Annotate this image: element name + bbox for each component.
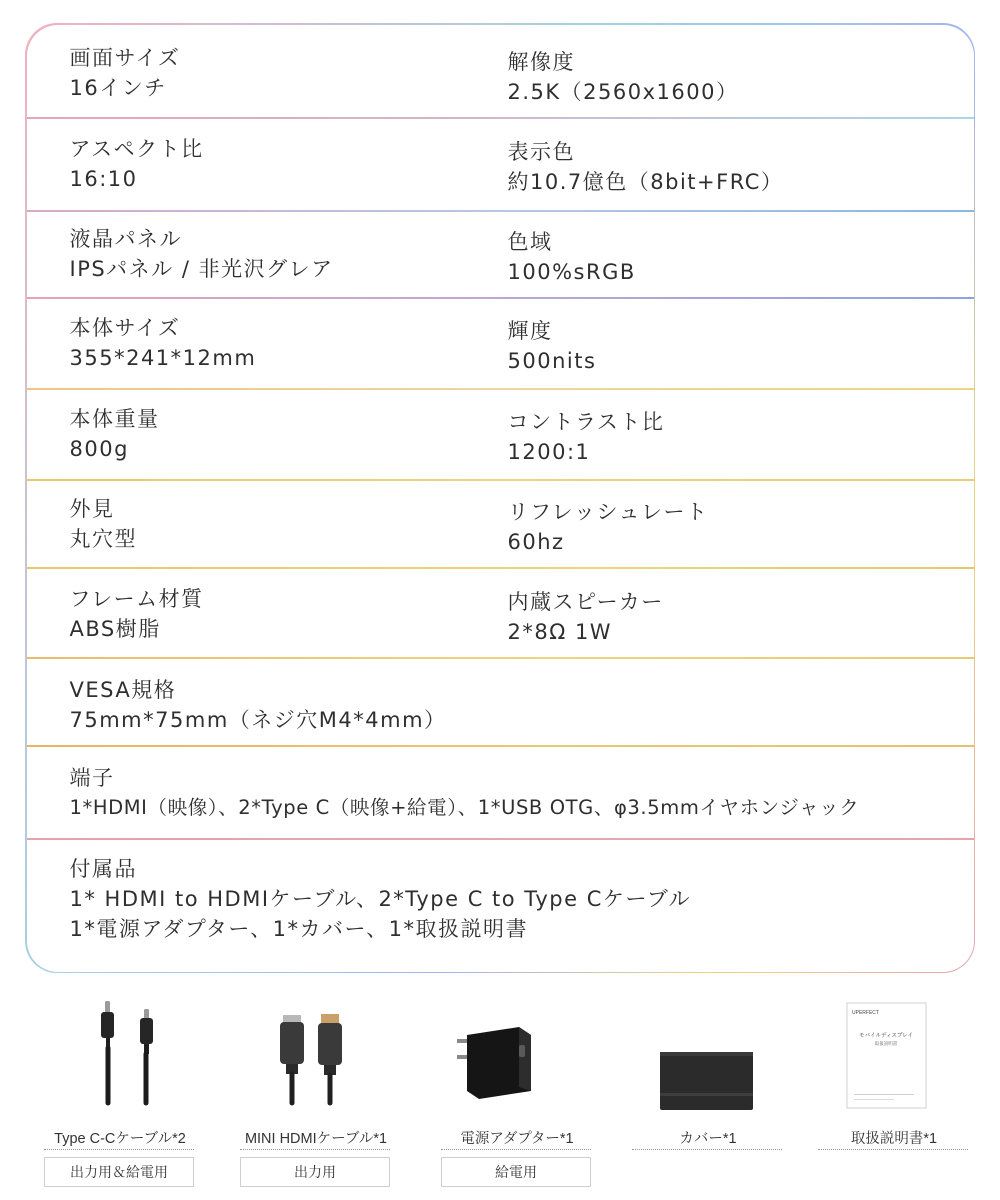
product-tag: 給電用	[441, 1157, 591, 1187]
spec-row	[27, 119, 974, 212]
spec-row	[27, 25, 974, 119]
product-name: カバー*1	[679, 1131, 737, 1147]
manual-title: モバイルディスプレイ	[858, 1033, 914, 1039]
product-name: 電源アダプター*1	[460, 1131, 574, 1147]
spec-value: 800g	[69, 436, 129, 461]
spec-label: 解像度	[507, 49, 575, 74]
product-item	[437, 995, 597, 1195]
spec-cell	[70, 494, 138, 554]
spec-label: フレーム材質	[69, 586, 204, 611]
product-item	[814, 995, 974, 1195]
product-name: 取扱説明書*1	[850, 1131, 938, 1147]
product-name: MINI HDMIケーブル*1	[244, 1131, 388, 1147]
spec-cell	[70, 675, 447, 735]
spec-label: 表示色	[507, 139, 575, 164]
spec-value: ABS樹脂	[69, 616, 161, 641]
spec-table	[27, 25, 974, 972]
product-item	[628, 995, 788, 1195]
spec-value: 2.5K（2560x1600）	[507, 79, 739, 104]
spec-value: 約10.7億色（8bit+FRC）	[507, 169, 784, 194]
spec-cell	[70, 584, 204, 644]
spec-cell	[70, 313, 257, 373]
spec-label: リフレッシュレート	[507, 499, 709, 524]
spec-cell	[508, 316, 597, 376]
spec-value: IPSパネル / 非光沢グレア	[69, 256, 334, 281]
hdmi-cable-icon	[236, 995, 396, 1113]
spec-label: 本体重量	[69, 406, 160, 431]
spec-value: 1200:1	[507, 439, 591, 464]
spec-label: 付属品	[69, 856, 137, 881]
spec-row	[27, 659, 974, 747]
spec-cell	[508, 497, 709, 557]
spec-card	[25, 23, 975, 973]
spec-value: 1* HDMI to HDMIケーブル、2*Type C to Type Cケーブル	[69, 886, 691, 911]
product-item	[236, 995, 396, 1195]
dotted-divider	[240, 1149, 390, 1150]
manual-brand: UPERFECT	[852, 1010, 879, 1016]
spec-label: 輝度	[507, 318, 553, 343]
spec-row	[27, 569, 974, 659]
spec-value: 丸穴型	[69, 526, 137, 551]
spec-cell	[70, 763, 860, 823]
dotted-divider	[441, 1149, 591, 1150]
spec-label: コントラスト比	[507, 409, 665, 434]
spec-value: 2*8Ω 1W	[507, 619, 613, 644]
dotted-divider	[818, 1149, 968, 1150]
spec-label: アスペクト比	[69, 136, 204, 161]
spec-label: 画面サイズ	[69, 45, 181, 70]
spec-cell	[70, 134, 204, 194]
spec-label: 色域	[507, 229, 553, 254]
spec-value: 16インチ	[69, 75, 167, 100]
spec-value: 16:10	[69, 166, 138, 191]
spec-value: 100%sRGB	[507, 259, 636, 284]
power-adapter-icon	[437, 995, 597, 1113]
spec-row	[27, 840, 974, 972]
spec-cell	[70, 43, 181, 103]
spec-row	[27, 390, 974, 481]
spec-cell	[508, 587, 664, 647]
spec-value: 60hz	[507, 529, 565, 554]
spec-value: 1*HDMI（映像）、2*Type C（映像+給電）、1*USB OTG、φ3.5mmイヤホンジャック	[69, 795, 860, 819]
product-tag: 出力用＆給電用	[44, 1157, 194, 1187]
spec-cell	[70, 224, 334, 284]
spec-cell	[508, 47, 739, 107]
spec-value: 355*241*12mm	[69, 345, 257, 370]
manual-subtitle: 取扱説明書	[874, 1042, 898, 1047]
spec-cell	[508, 227, 636, 287]
cover-icon	[628, 995, 788, 1113]
usb-c-cable-icon	[40, 995, 200, 1113]
dotted-divider	[44, 1149, 194, 1150]
spec-value: 1*電源アダプター、1*カバー、1*取扱説明書	[69, 916, 528, 941]
spec-value: 500nits	[507, 348, 597, 373]
spec-cell	[508, 407, 665, 467]
product-tag: 出力用	[240, 1157, 390, 1187]
dotted-divider	[632, 1149, 782, 1150]
spec-label: VESA規格	[69, 677, 177, 702]
spec-label: 本体サイズ	[69, 315, 181, 340]
spec-cell	[70, 854, 692, 944]
spec-cell	[508, 137, 784, 197]
spec-label: 内蔵スピーカー	[507, 589, 664, 614]
spec-label: 液晶パネル	[69, 226, 182, 251]
product-item	[40, 995, 200, 1195]
spec-label: 外見	[69, 496, 115, 521]
spec-row	[27, 481, 974, 569]
spec-row	[27, 212, 974, 299]
product-name: Type C-Cケーブル*2	[54, 1131, 186, 1147]
spec-row	[27, 747, 974, 840]
spec-label: 端子	[69, 765, 115, 790]
manual-icon	[814, 995, 974, 1113]
spec-row	[27, 299, 974, 390]
spec-cell	[70, 404, 160, 464]
spec-value: 75mm*75mm（ネジ穴M4*4mm）	[69, 707, 447, 732]
accessories-strip	[0, 995, 1000, 1200]
